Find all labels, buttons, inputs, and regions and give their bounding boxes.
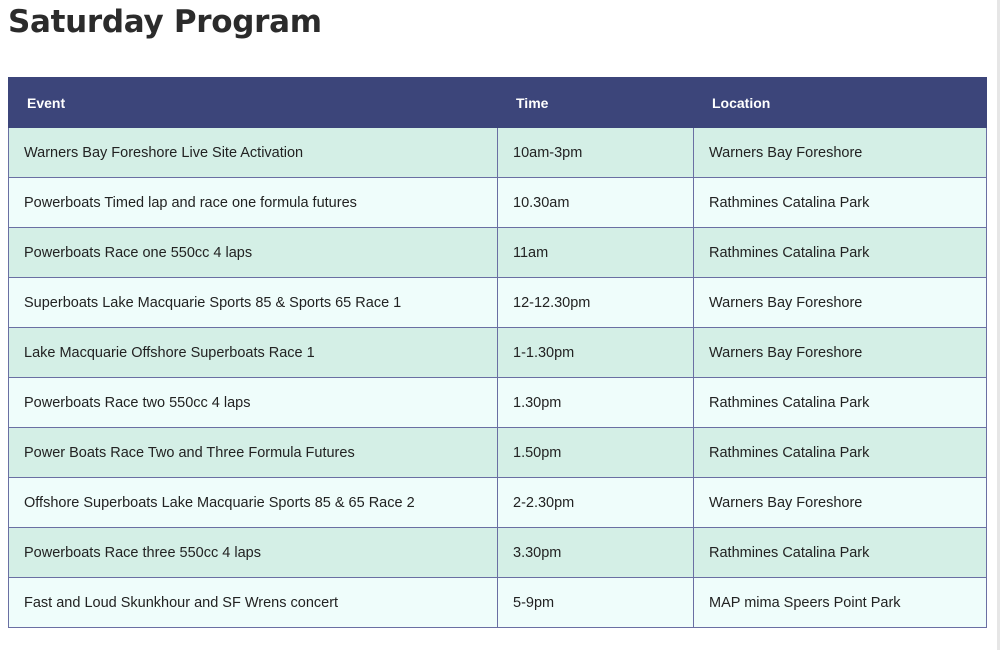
cell-event: Powerboats Race one 550cc 4 laps [9,228,498,278]
table-row [9,428,987,478]
cell-location: Rathmines Catalina Park [694,428,987,478]
cell-time: 3.30pm [498,528,694,578]
table-body [9,128,987,628]
cell-event: Superboats Lake Macquarie Sports 85 & Sports 65 Race 1 [9,278,498,328]
cell-location: Rathmines Catalina Park [694,178,987,228]
cell-location: Warners Bay Foreshore [694,328,987,378]
cell-event: Powerboats Race two 550cc 4 laps [9,378,498,428]
cell-event: Powerboats Race three 550cc 4 laps [9,528,498,578]
cell-time: 1.50pm [498,428,694,478]
table-row [9,228,987,278]
cell-location: Warners Bay Foreshore [694,128,987,178]
cell-event: Offshore Superboats Lake Macquarie Sports 85 & 65 Race 2 [9,478,498,528]
cell-time: 12-12.30pm [498,278,694,328]
cell-location: Warners Bay Foreshore [694,278,987,328]
table-row [9,128,987,178]
cell-time: 5-9pm [498,578,694,628]
column-header-event: Event [9,78,498,128]
header-row [9,78,987,128]
table-row [9,578,987,628]
cell-time: 10am-3pm [498,128,694,178]
column-header-location: Location [694,78,987,128]
cell-time: 1.30pm [498,378,694,428]
column-header-time: Time [498,78,694,128]
program-table [8,77,987,628]
cell-time: 10.30am [498,178,694,228]
table-row [9,528,987,578]
table-row [9,178,987,228]
cell-location: Rathmines Catalina Park [694,378,987,428]
cell-time: 2-2.30pm [498,478,694,528]
cell-location: Rathmines Catalina Park [694,228,987,278]
table-row [9,478,987,528]
cell-location: MAP mima Speers Point Park [694,578,987,628]
cell-location: Warners Bay Foreshore [694,478,987,528]
cell-time: 1-1.30pm [498,328,694,378]
cell-location: Rathmines Catalina Park [694,528,987,578]
table-row [9,378,987,428]
cell-event: Warners Bay Foreshore Live Site Activation [9,128,498,178]
cell-event: Lake Macquarie Offshore Superboats Race 1 [9,328,498,378]
table-row [9,328,987,378]
cell-event: Powerboats Timed lap and race one formula futures [9,178,498,228]
table-row [9,278,987,328]
cell-event: Power Boats Race Two and Three Formula Futures [9,428,498,478]
page-title: Saturday Program [8,4,322,40]
cell-time: 11am [498,228,694,278]
cell-event: Fast and Loud Skunkhour and SF Wrens concert [9,578,498,628]
table-header [9,78,987,128]
